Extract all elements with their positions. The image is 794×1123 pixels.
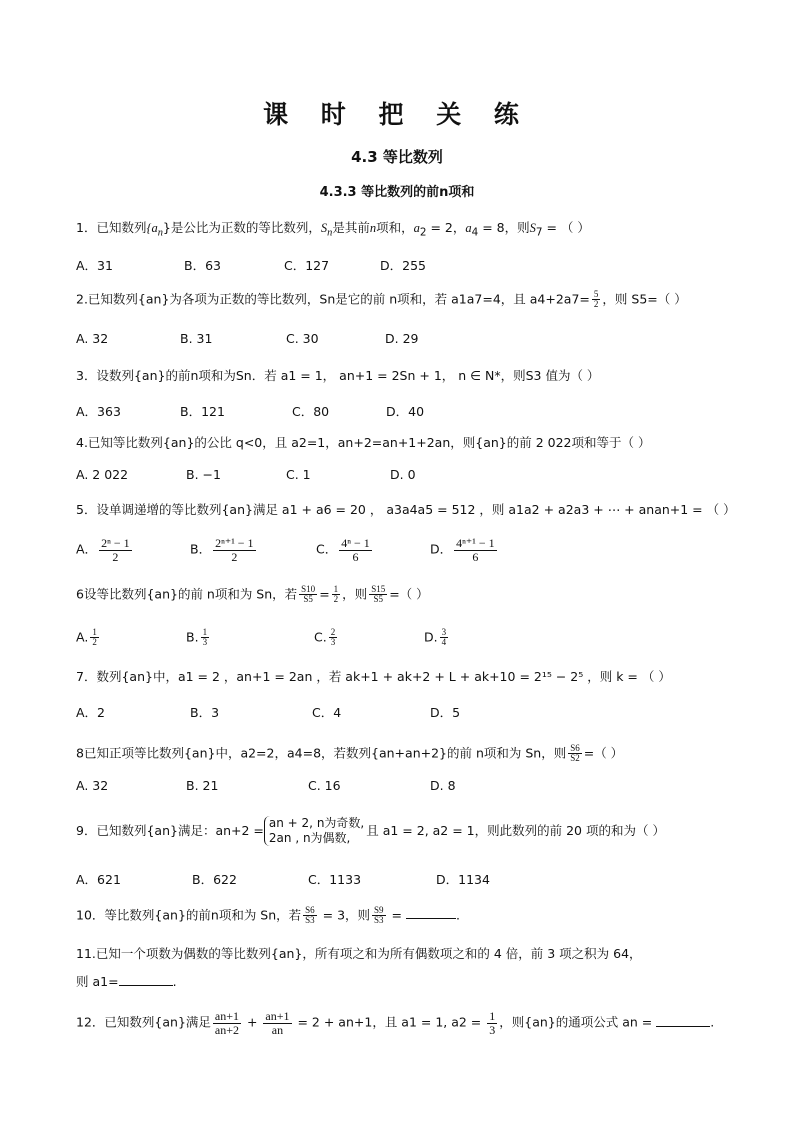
q5-option-b[interactable]: B． $\frac{\text{2ⁿ⁺¹ − 1}}{2}$	[190, 536, 254, 564]
answer-blank[interactable]	[656, 1026, 710, 1027]
fraction: $\frac{1}{2}$	[333, 584, 339, 605]
q7-option-a[interactable]: A．2	[76, 705, 106, 720]
fraction: $\frac{1}{3}$	[489, 1009, 496, 1037]
q6-option-a[interactable]: A. $\frac{1}{2}$	[76, 627, 97, 648]
q4-option-b[interactable]: B. −1	[186, 467, 221, 482]
fraction: $\frac{\text{2ⁿ − 1}}{2}$	[101, 536, 130, 564]
fraction: $\frac{\text{2ⁿ⁺¹ − 1}}{2}$	[215, 536, 254, 564]
question-6: 6设等比数列{an}的前 n项和为 Sn，若 $\frac{S10}{S5}$ = $\frac{1}{2}$ ，则 $\frac{S15}{S5}$ =（ ）	[76, 584, 429, 605]
q2-option-b[interactable]: B. 31	[180, 331, 213, 346]
question-9: 9 ．已知数列{an}满足：an+2 = an + 2, n为奇数, 2an , n为偶数, 且 a1 = 2, a2 = 1，则此数列的前 20 项的和为（ ）	[76, 816, 665, 845]
fraction: $\frac{2}{3}$	[330, 627, 336, 648]
q6-option-d[interactable]: D. $\frac{3}{4}$	[424, 627, 447, 648]
q5-option-a[interactable]: A． $\frac{\text{2ⁿ − 1}}{2}$	[76, 536, 130, 564]
q1-option-d[interactable]: D．255	[380, 258, 426, 273]
q2-option-c[interactable]: C. 30	[286, 331, 319, 346]
question-5: 5．设单调递增的等比数列{an}满足 a1 + a6 = 20 ， a3a4a5 = 512 ，则 a1a2 + a2a3 + ⋯ + anan+1 = （ ）	[76, 502, 736, 517]
q5-option-c[interactable]: C． $\frac{\text{4ⁿ − 1}}{6}$	[316, 536, 370, 564]
q9-option-d[interactable]: D．1134	[436, 872, 490, 887]
question-8: 8已知正项等比数列{an}中，a2=2，a4=8，若数列{an+an+2}的前 n项和为 Sn，则 $\frac{S6}{S2}$ =（ ）	[76, 743, 624, 764]
fraction: $\frac{\text{4ⁿ⁺¹ − 1}}{6}$	[456, 536, 495, 564]
answer-blank[interactable]	[406, 918, 456, 919]
fraction: $\frac{5}{2}$	[593, 289, 599, 310]
fraction: $\frac{S9}{S3}$	[374, 905, 384, 926]
subsection-heading: 4.3.3 等比数列的前n项和	[319, 185, 475, 200]
q3-option-c[interactable]: C．80	[292, 404, 330, 419]
question-4: 4.已知等比数列{an}的公比 q<0，且 a2=1，an+2=an+1+2an，则{an}的前 2 022项和等于（ ）	[76, 435, 651, 450]
q2-option-a[interactable]: A. 32	[76, 331, 109, 346]
piecewise-brace: an + 2, n为奇数, 2an , n为偶数,	[264, 816, 364, 846]
q2-option-d[interactable]: D. 29	[385, 331, 419, 346]
question-7: 7．数列{an}中，a1 = 2 ，an+1 = 2an ，若 ak+1 + ak+2 + L + ak+10 = 2¹⁵ − 2⁵ ，则 k = （ ）	[76, 669, 671, 684]
q4-option-c[interactable]: C. 1	[286, 467, 311, 482]
fraction: $\frac{S6}{S2}$	[570, 743, 580, 764]
q7-option-b[interactable]: B．3	[190, 705, 220, 720]
page-title: 课 时 把 关 练	[263, 100, 531, 129]
fraction: $\frac{an+1}{an+2}$	[214, 1009, 239, 1037]
question-11: 11.已知一个项数为偶数的等比数列{an}，所有项之和为所有偶数项之和的 4 倍，前 3 项之积为 64，	[76, 946, 642, 961]
q3-option-a[interactable]: A．363	[76, 404, 121, 419]
question-1: 1．已知数列$\{a_n\}$是公比为正数的等比数列，$S_n$是其前n项和，$a_2 = 2$，$a_4 = 8$，则$S_7$ = （ ）	[76, 220, 590, 239]
q8-option-a[interactable]: A. 32	[76, 778, 109, 793]
q9-option-a[interactable]: A．621	[76, 872, 121, 887]
question-11-line2: 则 a1= .	[76, 974, 177, 989]
q1-option-a[interactable]: A．31	[76, 258, 113, 273]
fraction: $\frac{S15}{S5}$	[371, 584, 386, 605]
q7-option-c[interactable]: C．4	[312, 705, 342, 720]
q3-option-d[interactable]: D．40	[386, 404, 425, 419]
question-12: 12．已知数列{an}满足 $\frac{an+1}{an+2}$ + $\frac{an+1}{an}$ = 2 + an+1，且 a1 = 1, a2 = $\frac{1}{3}$ ，则{an}的通项公式 an = .	[76, 1009, 715, 1037]
question-10: 10．等比数列{an}的前n项和为 Sn，若 $\frac{S6}{S3}$ = 3，则 $\frac{S9}{S3}$ = .	[76, 905, 460, 926]
q8-option-b[interactable]: B. 21	[186, 778, 219, 793]
q1-option-b[interactable]: B．63	[184, 258, 221, 273]
q4-option-d[interactable]: D. 0	[390, 467, 416, 482]
q4-option-a[interactable]: A. 2 022	[76, 467, 129, 482]
fraction: $\frac{3}{4}$	[441, 627, 447, 648]
answer-blank[interactable]	[119, 985, 173, 986]
q5-option-d[interactable]: D． $\frac{\text{4ⁿ⁺¹ − 1}}{6}$	[430, 536, 495, 564]
q9-option-b[interactable]: B．622	[192, 872, 237, 887]
fraction: $\frac{1}{2}$	[92, 627, 97, 648]
fraction: $\frac{1}{3}$	[202, 627, 208, 648]
question-2: 2.已知数列{an}为各项为正数的等比数列，Sn是它的前 n项和，若 a1a7=4，且 a4+2a7= $\frac{5}{2}$ ，则 S5=（ ）	[76, 289, 687, 310]
section-heading: 4.3 等比数列	[351, 148, 443, 166]
fraction: $\frac{an+1}{an}$	[265, 1009, 290, 1037]
q6-option-b[interactable]: B. $\frac{1}{3}$	[186, 627, 208, 648]
q8-option-d[interactable]: D. 8	[430, 778, 456, 793]
q7-option-d[interactable]: D．5	[430, 705, 461, 720]
q1-option-c[interactable]: C．127	[284, 258, 330, 273]
fraction: $\frac{S10}{S5}$	[301, 584, 316, 605]
q9-option-c[interactable]: C．1133	[308, 872, 362, 887]
fraction: $\frac{S6}{S3}$	[305, 905, 315, 926]
q3-option-b[interactable]: B．121	[180, 404, 225, 419]
question-3: 3．设数列{an}的前n项和为Sn．若 a1 = 1， an+1 = 2Sn + 1， n ∈ N*，则S3 值为（ ）	[76, 368, 600, 383]
q6-option-c[interactable]: C. $\frac{2}{3}$	[314, 627, 336, 648]
q8-option-c[interactable]: C. 16	[308, 778, 341, 793]
fraction: $\frac{\text{4ⁿ − 1}}{6}$	[341, 536, 370, 564]
